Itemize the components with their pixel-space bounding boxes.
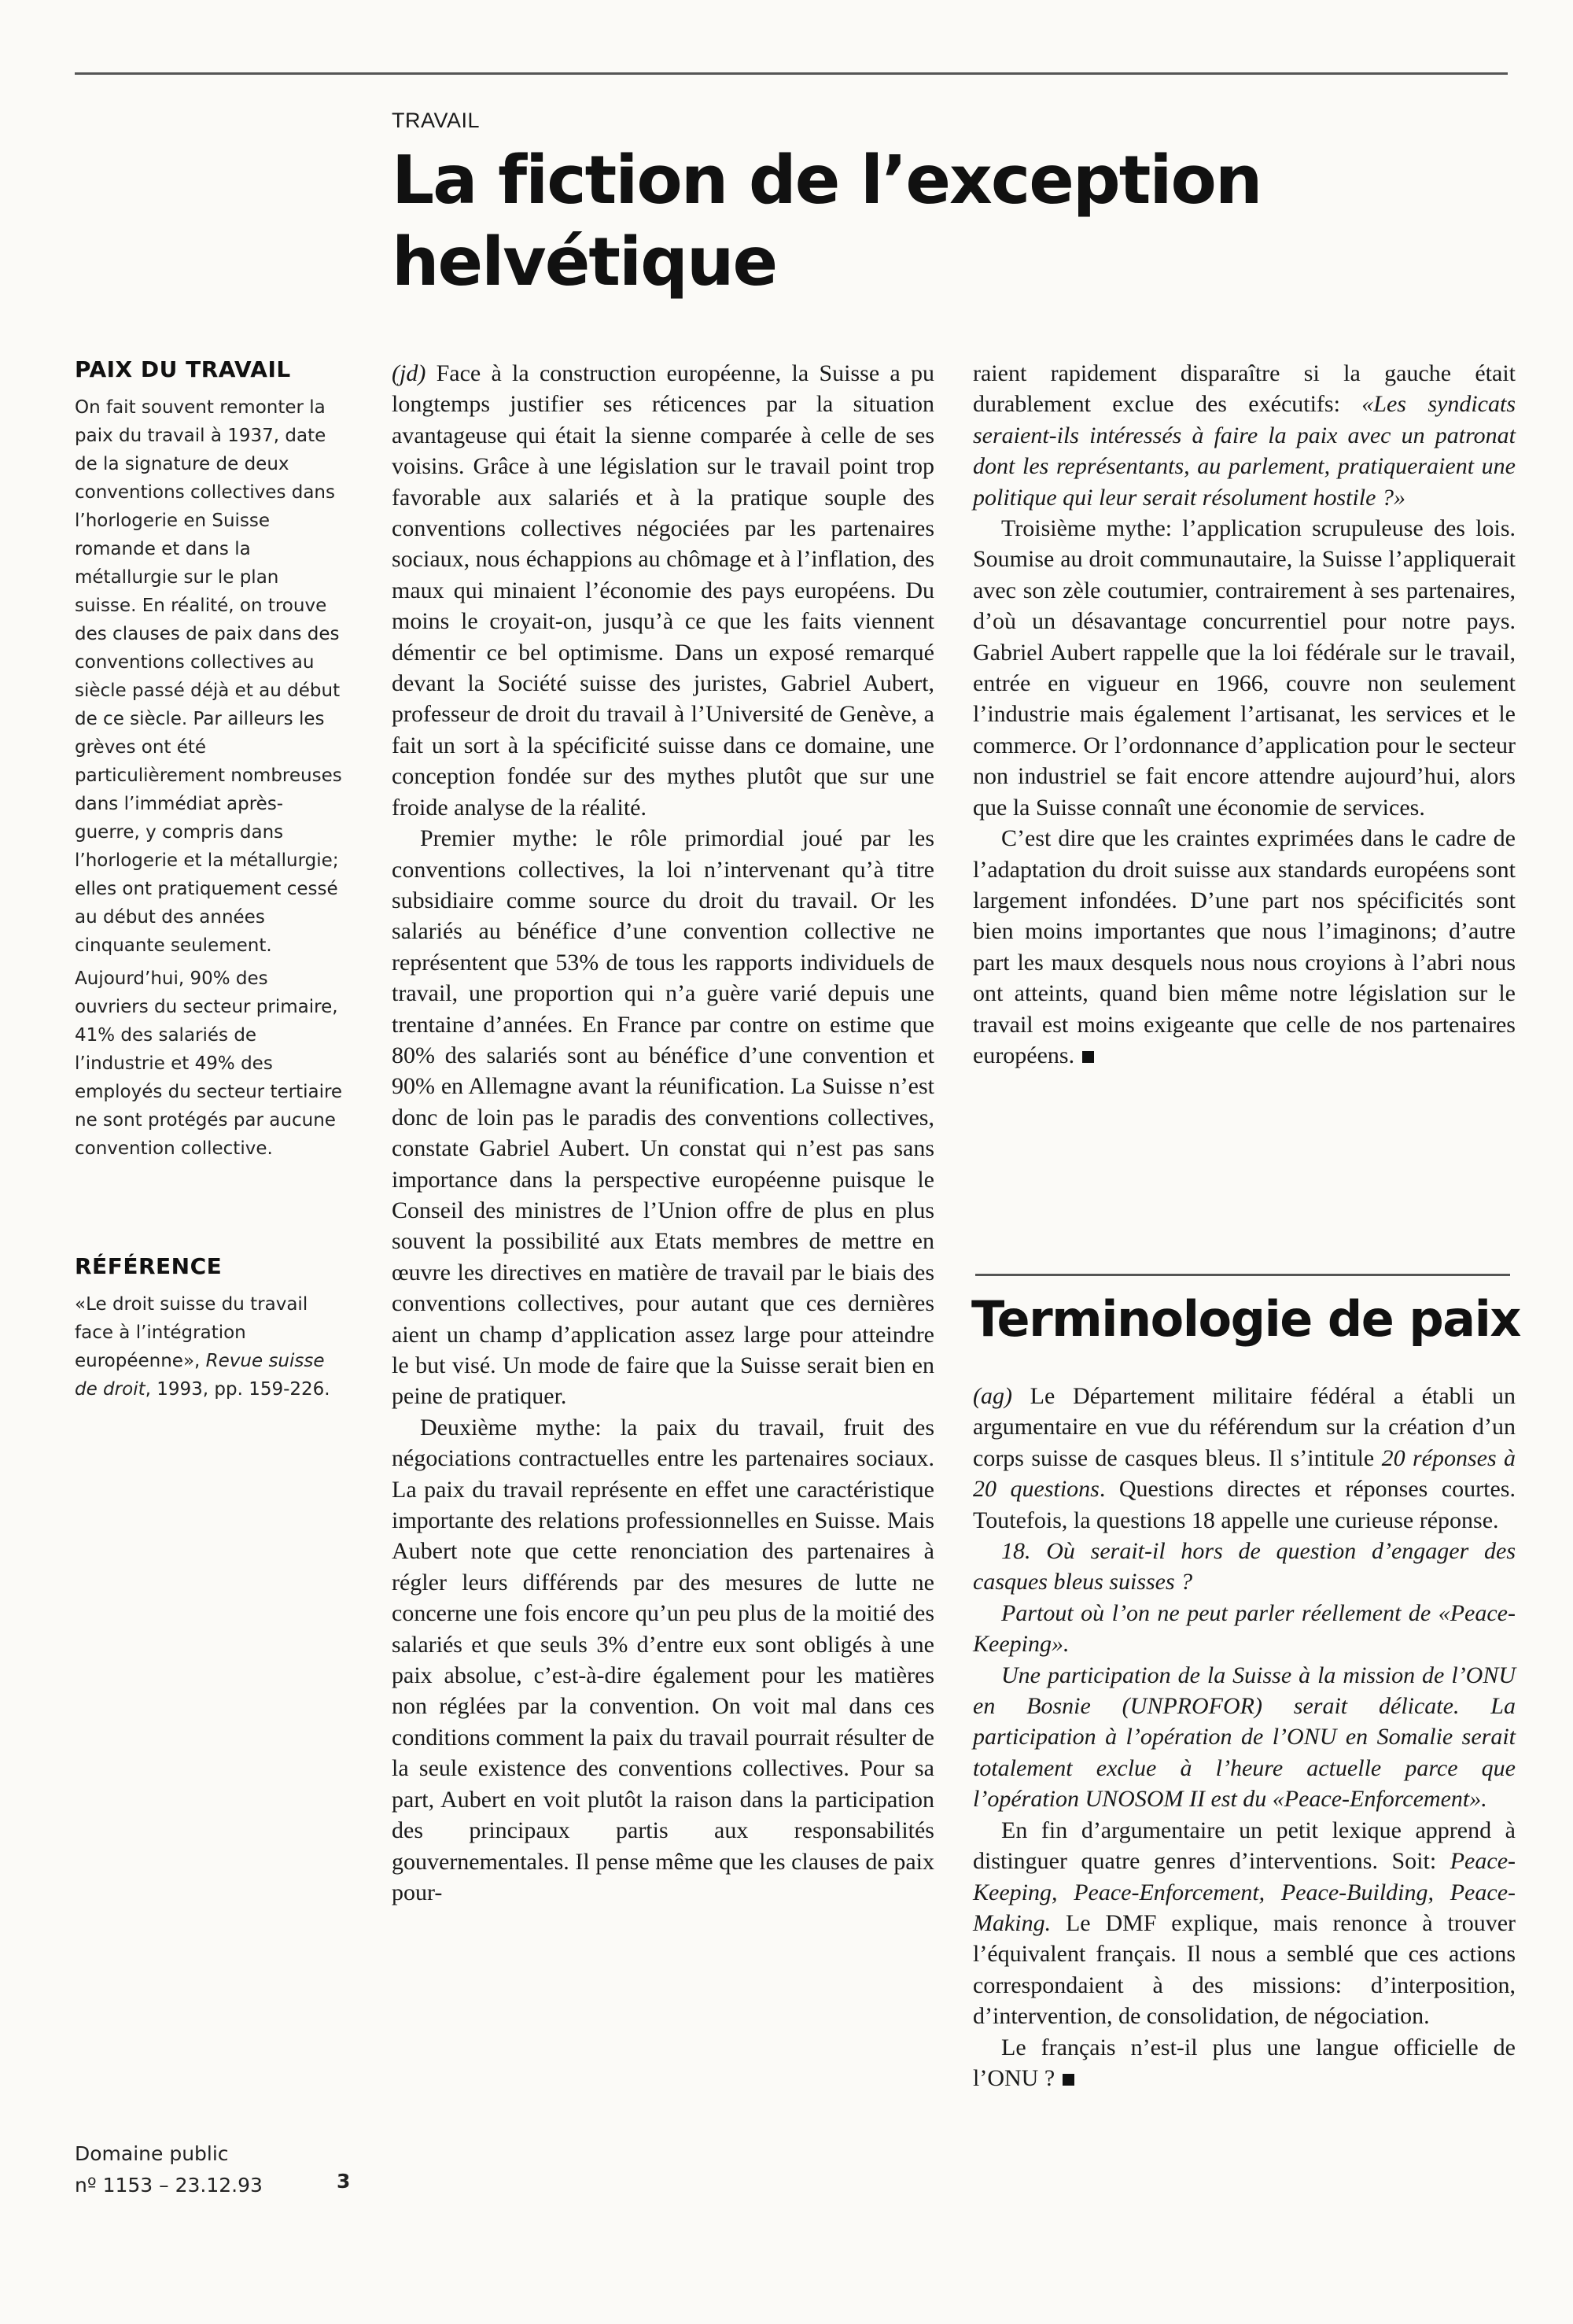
sidebar-paix-du-travail <box>75 356 346 1168</box>
quote: «Les syndicats seraient-ils intéressés à faire la paix avec un patronat dont les représentants, au parlement, pratiqueraient une politique qui leur serait résolument hostile ?» <box>973 391 1516 511</box>
article-paragraph: Troisième mythe: l’application scrupuleuse des lois. Soumise au droit communautaire, la Suisse l’appliquerait avec son zèle coutumier, contrairement à ses partenaires, d’où un désavantage concurrentiel pour notre pays. Gabriel Aubert rappelle que la loi fédérale sur le travail, entrée en vigueur en 1966, couvre non seulement l’industrie mais également l’artisanat, les services et le commerce. Or l’ordonnance d’application pour le secteur non industriel se fait encore attendre aujourd’hui, alors que la Suisse connaît une économie de services. <box>973 515 1516 821</box>
byline: (jd) <box>392 360 426 386</box>
article-paragraph: Premier mythe: le rôle primordial joué par les conventions collectives, la loi n’intervenant qu’à titre subsidiaire comme source du droit du travail. Or les salariés au bénéfice d’une convention collective ne représentent que 53% de tous les rapports individuels de travail, une proportion qui n’a guère varié depuis une trentaine d’années. En France par contre on estime que 80% des salariés sont au bénéfice d’une convention et 90% en Allemagne avant la réunification. La Suisse n’est donc de loin pas le paradis des conventions collectives, constate Gabriel Aubert. Un constat qui n’est pas sans importance dans la perspective européenne puisque le Conseil des ministres de l’Union offre de plus en plus souvent la possibilité aux Etats membres de mettre en œuvre les directives en matière de travail par le biais des conventions collectives, pour autant que ces dernières aient un champ d’application assez large pour atteindre le but visé. Un mode de faire que la Suisse serait bien en peine de pratiquer. <box>392 825 934 1410</box>
article-paragraph: Le français n’est-il plus une langue officielle de l’ONU ? <box>973 2034 1516 2091</box>
article-column-2 <box>973 358 1516 1071</box>
question-paragraph: 18. Où serait-il hors de question d’engager des casques bleus suisses ? <box>973 1538 1516 1595</box>
sidebar-paragraph: Aujourd’hui, 90% des ouvriers du secteur primaire, 41% des salariés de l’industrie et 49% des employés du secteur tertiaire ne sont protégés par aucune convention collective. <box>75 968 343 1159</box>
second-article-headline: Terminologie de paix <box>971 1290 1520 1348</box>
publication-name: Domaine public <box>75 2142 229 2165</box>
sidebar-paragraph: On fait souvent remonter la paix du travail à 1937, date de la signature de deux conventions collectives dans l’horlogerie en Suisse romande et dans la métallurgie sur le plan suisse. En réalité, on trouve des clauses de paix dans des conventions collectives au siècle passé déjà et au début de ce siècle. Par ailleurs les grèves ont été particulièrement nombreuses dans l’immédiat après-guerre, y compris dans l’horlogerie et la métallurgie; elles ont pratiquement cessé au début des années cinquante seulement. <box>75 397 342 956</box>
article-column-1 <box>392 358 934 1908</box>
answer-paragraph: Partout où l’on ne peut parler réellement de «Peace-Keeping». <box>973 1599 1516 1658</box>
top-rule <box>75 72 1508 75</box>
byline: (ag) <box>973 1383 1012 1409</box>
article-headline: La fiction de l’exception helvétique <box>392 142 1262 301</box>
article-paragraph: raient rapidement disparaître si la gauche était durablement exclue des exécutifs: «Les syndicats seraient-ils intéressés à faire la paix avec un patronat dont les représentants, au parlement, pratiqueraient une politique qui leur serait résolument hostile ?» <box>973 360 1516 511</box>
end-mark-icon <box>1063 2074 1074 2086</box>
page-number: 3 <box>337 2170 351 2193</box>
article-paragraph: (jd) Face à la construction européenne, la Suisse a pu longtemps justifier ses réticences par la situation avantageuse qui était la sienne comparée à celle de ses voisins. Grâce à une législation sur le travail point trop favorable aux salariés et à la pratique souple des conventions collectives négociées par les partenaires sociaux, nous échappions au chômage et à l’inflation, des maux qui minaient l’économie des pays européens. Du moins le croyait-on, jusqu’à ce que les faits viennent démentir ce bel optimisme. Dans un exposé remarqué devant la Société suisse des juristes, Gabriel Aubert, professeur de droit du travail à l’Université de Genève, a fait un sort à la spécificité suisse dans ce domaine, une conception fondée sur des mythes plutôt que sur une froide analyse de la réalité. <box>392 360 934 821</box>
footer <box>75 2138 358 2201</box>
section-rule <box>975 1274 1510 1276</box>
sidebar-title: RÉFÉRENCE <box>75 1253 223 1279</box>
sidebar-reference <box>75 1252 346 1408</box>
second-article-body <box>973 1381 1516 2093</box>
answer-paragraph: Une participation de la Suisse à la mission de l’ONU en Bosnie (UNPROFOR) serait délicate. La participation à l’opération de l’ONU en Somalie serait totalement exclue à l’heure actuelle parce que l’opération UNOSOM II est du «Peace-Enforcement». <box>973 1662 1516 1813</box>
article-paragraph: (ag) Le Département militaire fédéral a établi un argumentaire en vue du référendum sur la création d’un corps suisse de casques bleus. Il s’intitule 20 réponses à 20 questions. Questions directes et réponses courtes. Toutefois, la questions 18 appelle une curieuse réponse. <box>973 1383 1516 1533</box>
article-paragraph: Deuxième mythe: la paix du travail, fruit des négociations contractuelles entre les partenaires sociaux. La paix du travail représente en effet une caractéristique importante des relations professionnelles en Suisse. Mais Aubert note que cette renonciation des partenaires à régler leurs différends par des mesures de lutte ne concerne une fois encore qu’un peu plus de la moitié des salariés et que seuls 3% d’entre eux sont obligés à une paix absolue, c’est-à-dire également pour les matières non réglées par la convention. On voit mal dans ces conditions comment la paix du travail pourrait résulter de la seule existence des conventions collectives. Pour sa part, Aubert en voit plutôt la raison dans la participation des principaux partis aux responsabilités gouvernementales. Il pense même que les clauses de paix pour- <box>392 1414 934 1905</box>
article-paragraph: C’est dire que les craintes exprimées dans le cadre de l’adaptation du droit suisse aux standards européens sont largement infondées. D’une part nos spécificités sont bien moins importantes que nous l’imaginons; d’autre part les maux desquels nous nous croyions à l’abri nous ont atteints, quand bien même notre législation sur le travail est moins exigeante que celle de nos partenaires européens. <box>973 825 1516 1068</box>
sidebar-title: PAIX DU TRAVAIL <box>75 356 291 382</box>
issue-number: nº 1153 – 23.12.93 <box>75 2174 263 2197</box>
end-mark-icon <box>1082 1051 1094 1063</box>
article-paragraph: En fin d’argumentaire un petit lexique apprend à distinguer quatre genres d’interventions. Soit: Peace-Keeping, Peace-Enforcement, Peace-Building, Peace-Making. Le DMF explique, mais renonce à trouver l’équivalent français. Il nous a semblé que ces actions correspondaient à des missions: d’interposition, d’intervention, de consolidation, de négociation. <box>973 1817 1516 2030</box>
reference-citation: «Le droit suisse du travail face à l’intégration européenne», Revue suisse de droit, 1993, pp. 159-226. <box>75 1294 330 1400</box>
section-kicker: TRAVAIL <box>392 109 481 132</box>
